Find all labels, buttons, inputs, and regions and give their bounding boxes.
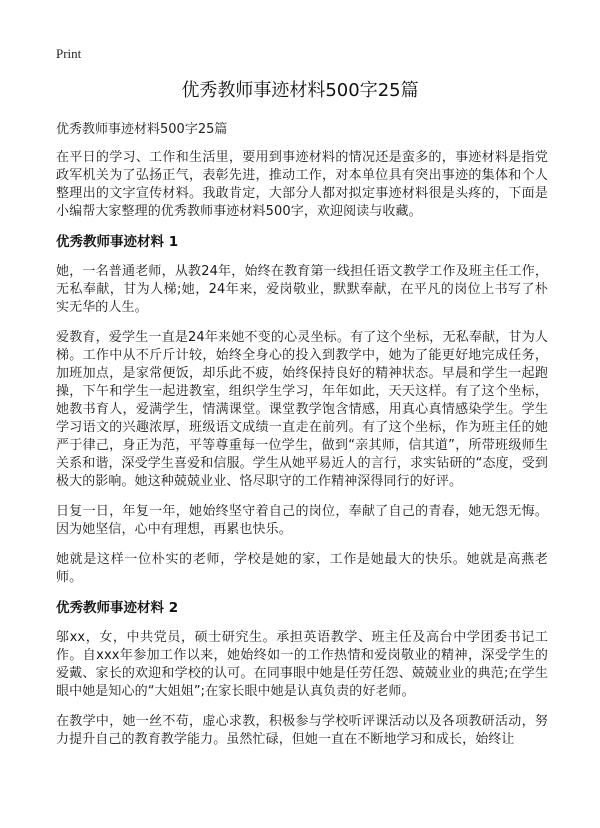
intro-paragraph: 在平日的学习、工作和生活里，要用到事迹材料的情况还是蛮多的，事迹材料是指党政军机关为了弘扬正气，表彰先进，推动工作，对本单位具有突出事迹的集体和个人整理出的文字宣传材料。我敢肯定，大部分人都对拟定事迹材料很是头疼的，下面是小编帮大家整理的优秀教师事迹材料500字，欢迎阅读与收藏。 [56, 150, 548, 219]
section-heading: 优秀教师事迹材料 1 [56, 234, 179, 250]
article-body [56, 121, 548, 761]
article-subtitle: 优秀教师事迹材料500字25篇 [56, 122, 228, 137]
paragraph: 她就是这样一位朴实的老师，学校是她的家，工作是她最大的快乐。她就是高燕老师。 [56, 552, 548, 585]
paragraph: 在教学中，她一丝不苟，虚心求教，积极参与学校听评课活动以及各项教研活动，努力提升自己的教育教学能力。虽然忙碌，但她一直在不断地学习和成长，始终让 [56, 714, 548, 747]
paragraph: 邬xx，女，中共党员，硕士研究生。承担英语教学、班主任及高台中学团委书记工作。自xxx年参加工作以来，她始终如一的工作热情和爱岗敬业的精神，深受学生的爱戴、家长的欢迎和学校的认可。在同事眼中她是任劳任怨、兢兢业业的典范;在学生眼中她是知心的“大姐姐”;在家长眼中她是认真负责的好老师。 [56, 630, 548, 699]
section-heading: 优秀教师事迹材料 2 [56, 600, 179, 616]
paragraph: 日复一日，年复一年，她始终坚守着自己的岗位，奉献了自己的青春，她无怨无悔。因为她坚信，心中有理想，再累也快乐。 [56, 504, 548, 537]
paragraph: 爱教育，爱学生一直是24年来她不变的心灵坐标。有了这个坐标，无私奉献，甘为人梯。工作中从不斤斤计较，始终全身心的投入到教学中，她为了能更好地完成任务，加班加点，是家常便饭，却乐此不疲，始终保持良好的精神状态。早晨和学生一起跑操，下午和学生一起进教室，组织学生学习，年年如此，天天这样。有了这个坐标，她教书育人，爱满学生，情满课堂。课堂教学饱含情感，用真心真情感染学生。学生学习语文的兴趣浓厚，班级语文成绩一直走在前列。有了这个坐标，作为班主任的她严于律己，身正为范，平等尊重每一位学生，做到“亲其师，信其道”，所带班级师生关系和谐，深受学生喜爱和信服。学生从她平易近人的言行，求实钻研的“态度，受到极大的影响。她这种兢兢业业、恪尽职守的工作精神深得同行的好评。 [56, 330, 548, 489]
paragraph: 她，一名普通老师，从教24年，始终在教育第一线担任语文教学工作及班主任工作，无私奉献，甘为人梯;她，24年来，爱岗敬业，默默奉献，在平凡的岗位上书写了朴实无华的人生。 [56, 264, 548, 315]
page-title: 优秀教师事迹材料500字25篇 [181, 80, 419, 101]
print-link[interactable]: Print [56, 46, 82, 61]
